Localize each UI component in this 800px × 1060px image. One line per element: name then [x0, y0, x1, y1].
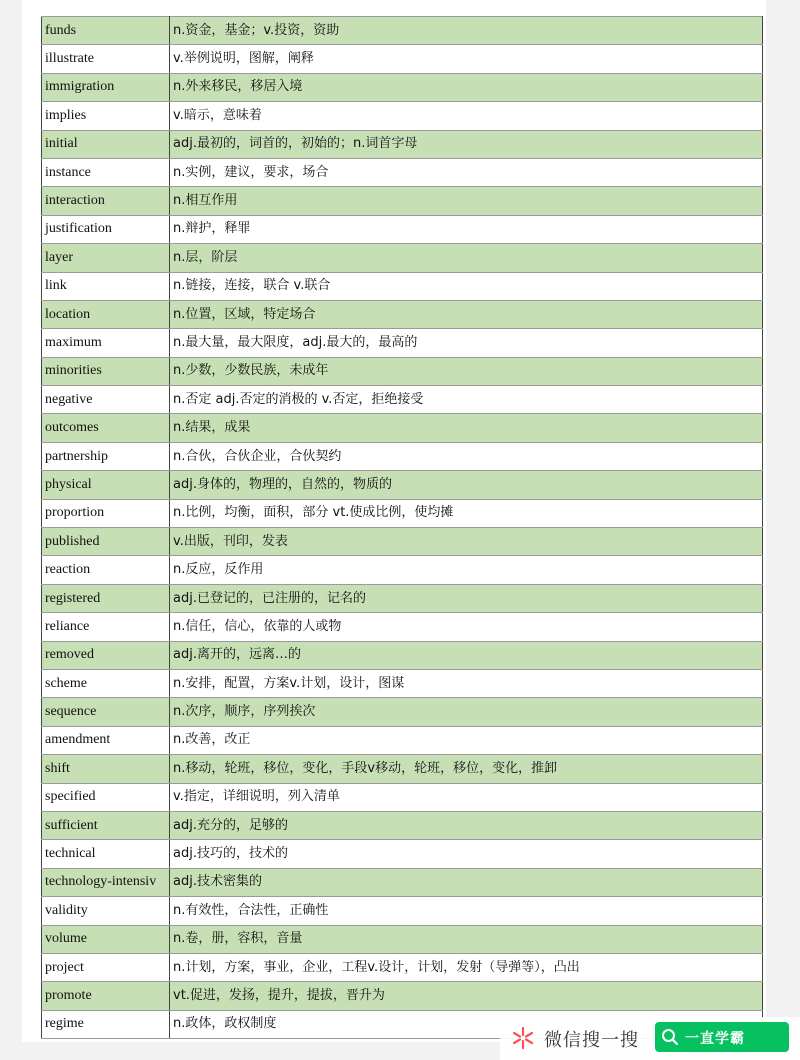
word-cell: partnership [42, 442, 170, 470]
table-row [42, 613, 763, 641]
word-cell: technical [42, 840, 170, 868]
definition-cell: n.相互作用 [170, 187, 763, 215]
definition-cell: n.最大量，最大限度，adj.最大的，最高的 [170, 329, 763, 357]
definition-cell: n.政体，政权制度 [170, 1010, 763, 1038]
word-cell: promote [42, 982, 170, 1010]
vocabulary-table [41, 16, 763, 1039]
definition-cell: n.反应，反作用 [170, 556, 763, 584]
word-cell: link [42, 272, 170, 300]
table-row [42, 698, 763, 726]
table-row [42, 272, 763, 300]
word-cell: minorities [42, 357, 170, 385]
definition-cell: v.出版，刊印，发表 [170, 528, 763, 556]
table-row [42, 244, 763, 272]
document-page [22, 0, 766, 1042]
table-row [42, 73, 763, 101]
table-row [42, 556, 763, 584]
definition-cell: n.辩护，释罪 [170, 215, 763, 243]
vocabulary-table-body [42, 17, 763, 1039]
wechat-search-text: 微信搜一搜 [544, 1030, 639, 1051]
word-cell: physical [42, 471, 170, 499]
word-cell: volume [42, 925, 170, 953]
definition-cell: adj.已登记的，已注册的，记名的 [170, 584, 763, 612]
word-cell: initial [42, 130, 170, 158]
definition-cell: n.实例，建议，要求，场合 [170, 158, 763, 186]
table-row [42, 726, 763, 754]
definition-cell: adj.身体的，物理的，自然的，物质的 [170, 471, 763, 499]
definition-cell: n.资金，基金；v.投资，资助 [170, 17, 763, 45]
wechat-search-logo-icon [510, 1025, 536, 1051]
definition-cell: vt.促进，发扬，提升，提拔，晋升为 [170, 982, 763, 1010]
table-row [42, 811, 763, 839]
table-row [42, 528, 763, 556]
table-row [42, 584, 763, 612]
search-button-label: 一直学霸 [685, 1031, 745, 1047]
word-cell: proportion [42, 499, 170, 527]
table-row [42, 102, 763, 130]
word-cell: reaction [42, 556, 170, 584]
table-row [42, 897, 763, 925]
table-row [42, 925, 763, 953]
table-row [42, 840, 763, 868]
definition-cell: v.指定，详细说明，列入清单 [170, 783, 763, 811]
table-row [42, 442, 763, 470]
table-row [42, 45, 763, 73]
table-row [42, 329, 763, 357]
definition-cell: n.位置，区域，特定场合 [170, 300, 763, 328]
table-row [42, 357, 763, 385]
table-row [42, 755, 763, 783]
word-cell: regime [42, 1010, 170, 1038]
table-row [42, 187, 763, 215]
definition-cell: adj.最初的，词首的，初始的；n.词首字母 [170, 130, 763, 158]
table-row [42, 783, 763, 811]
word-cell: registered [42, 584, 170, 612]
definition-cell: n.结果，成果 [170, 414, 763, 442]
table-row [42, 641, 763, 669]
table-row [42, 300, 763, 328]
definition-cell: adj.充分的，足够的 [170, 811, 763, 839]
word-cell: amendment [42, 726, 170, 754]
definition-cell: n.否定 adj.否定的消极的 v.否定，拒绝接受 [170, 386, 763, 414]
definition-cell: n.信任，信心，依靠的人或物 [170, 613, 763, 641]
word-cell: immigration [42, 73, 170, 101]
definition-cell: n.外来移民，移居入境 [170, 73, 763, 101]
table-row [42, 471, 763, 499]
word-cell: funds [42, 17, 170, 45]
table-row [42, 414, 763, 442]
word-cell: sufficient [42, 811, 170, 839]
definition-cell: n.比例，均衡，面积，部分 vt.使成比例，使均摊 [170, 499, 763, 527]
table-row [42, 130, 763, 158]
table-row [42, 982, 763, 1010]
table-row [42, 868, 763, 896]
definition-cell: v.举例说明，图解，阐释 [170, 45, 763, 73]
word-cell: location [42, 300, 170, 328]
table-row [42, 17, 763, 45]
word-cell: outcomes [42, 414, 170, 442]
definition-cell: adj.技巧的，技术的 [170, 840, 763, 868]
word-cell: reliance [42, 613, 170, 641]
word-cell: specified [42, 783, 170, 811]
table-row [42, 158, 763, 186]
table-row [42, 669, 763, 697]
word-cell: validity [42, 897, 170, 925]
word-cell: shift [42, 755, 170, 783]
word-cell: scheme [42, 669, 170, 697]
table-row [42, 499, 763, 527]
definition-cell: n.移动，轮班，移位，变化，手段v移动，轮班，移位，变化，推卸 [170, 755, 763, 783]
definition-cell: n.卷，册，容积，音量 [170, 925, 763, 953]
definition-cell: n.计划，方案，事业，企业，工程v.设计，计划，发射（导弹等），凸出 [170, 953, 763, 981]
table-row [42, 386, 763, 414]
word-cell: negative [42, 386, 170, 414]
word-cell: removed [42, 641, 170, 669]
definition-cell: n.安排，配置，方案v.计划，设计，图谋 [170, 669, 763, 697]
word-cell: published [42, 528, 170, 556]
word-cell: interaction [42, 187, 170, 215]
word-cell: instance [42, 158, 170, 186]
definition-cell: n.少数，少数民族，未成年 [170, 357, 763, 385]
definition-cell: adj.离开的，远离…的 [170, 641, 763, 669]
definition-cell: n.有效性，合法性，正确性 [170, 897, 763, 925]
table-row [42, 215, 763, 243]
word-cell: implies [42, 102, 170, 130]
word-cell: maximum [42, 329, 170, 357]
definition-cell: n.链接，连接，联合 v.联合 [170, 272, 763, 300]
word-cell: justification [42, 215, 170, 243]
magnifier-icon [661, 1028, 679, 1046]
definition-cell: n.层，阶层 [170, 244, 763, 272]
table-row [42, 953, 763, 981]
word-cell: layer [42, 244, 170, 272]
definition-cell: adj.技术密集的 [170, 868, 763, 896]
definition-cell: n.次序，顺序，序列挨次 [170, 698, 763, 726]
definition-cell: n.合伙，合伙企业，合伙契约 [170, 442, 763, 470]
search-button[interactable] [655, 1022, 789, 1052]
word-cell: technology-intensiv [42, 868, 170, 896]
definition-cell: n.改善，改正 [170, 726, 763, 754]
word-cell: illustrate [42, 45, 170, 73]
word-cell: sequence [42, 698, 170, 726]
wechat-search-watermark [500, 1017, 800, 1060]
definition-cell: v.暗示，意味着 [170, 102, 763, 130]
word-cell: project [42, 953, 170, 981]
